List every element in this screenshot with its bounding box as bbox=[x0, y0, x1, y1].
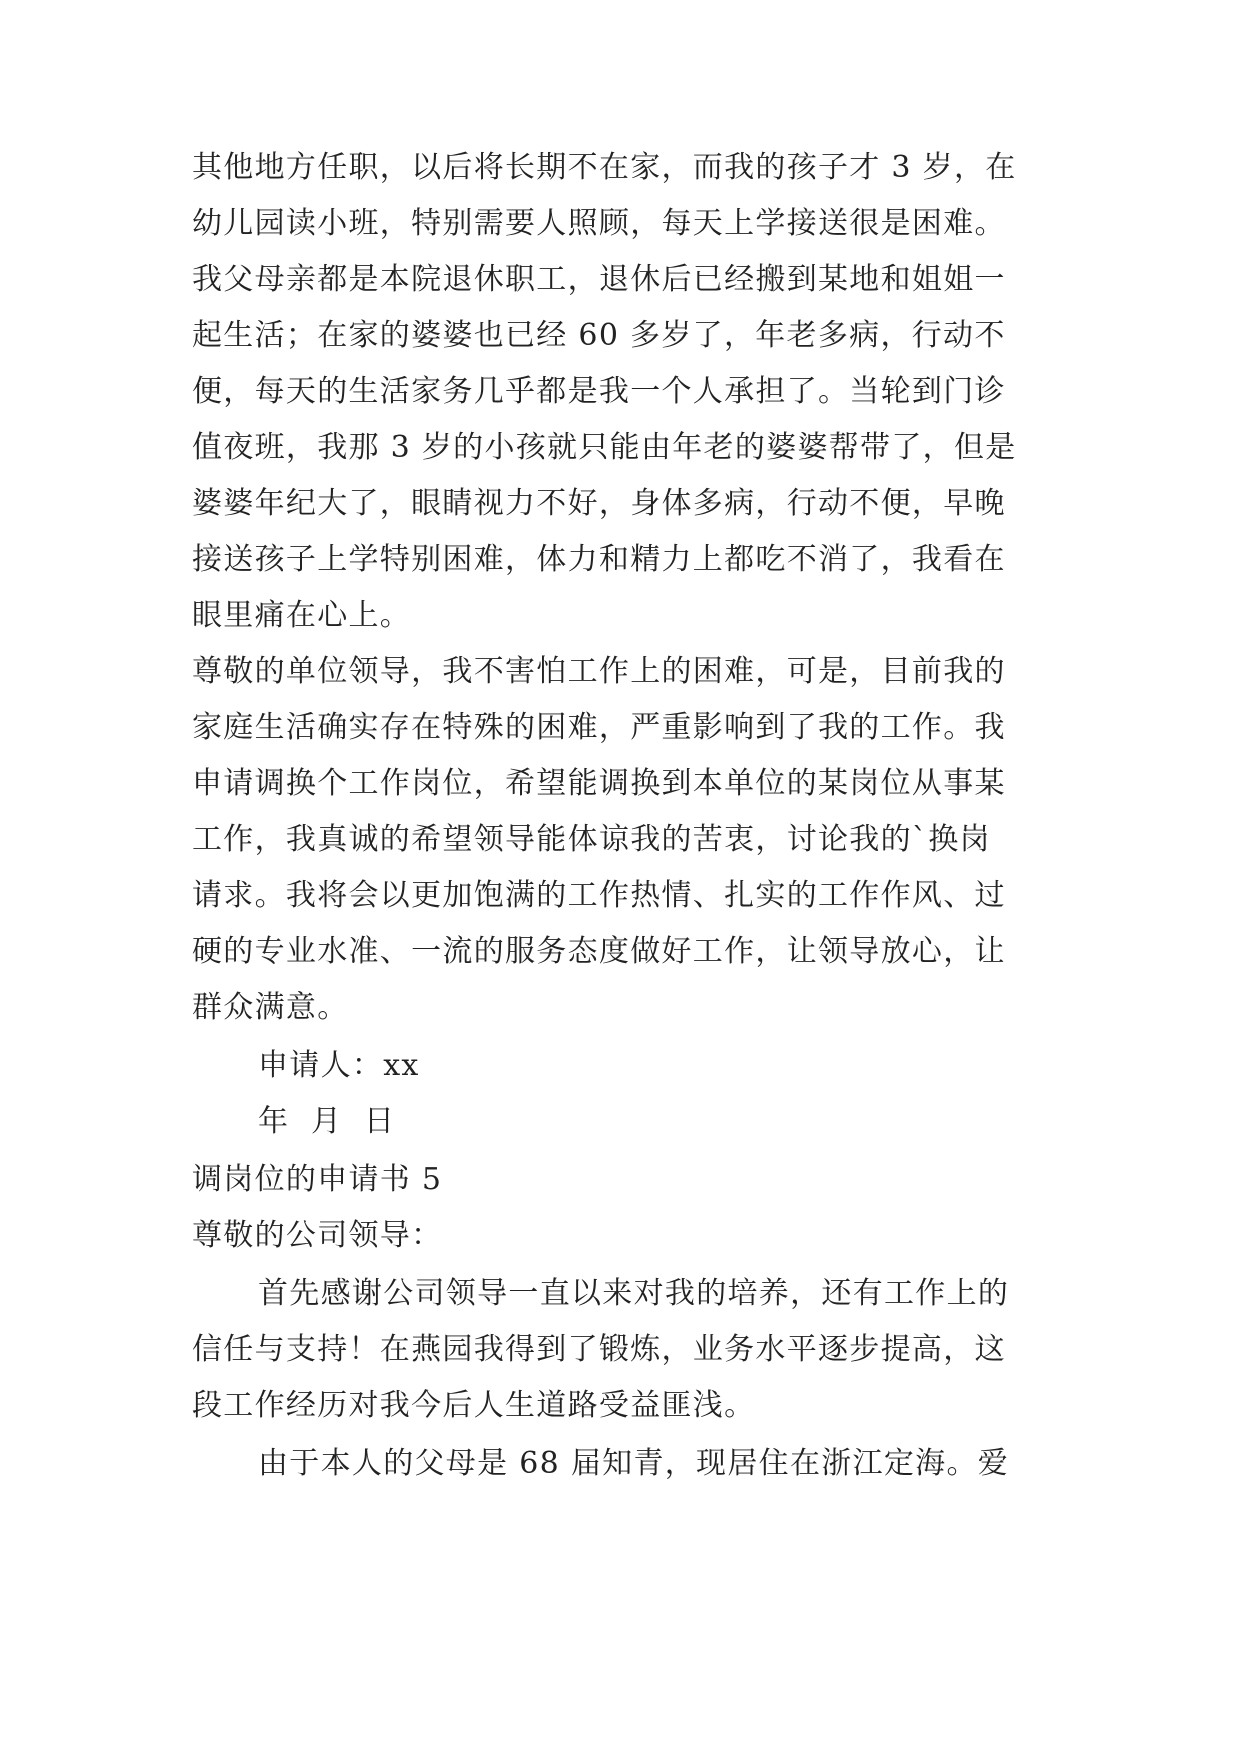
text-line: 其他地方任职，以后将长期不在家，而我的孩子才 3 岁，在 bbox=[192, 150, 1017, 185]
text-line: 申请调换个工作岗位，希望能调换到本单位的某岗位从事某 bbox=[192, 766, 1006, 801]
section-title: 调岗位的申请书 5 bbox=[192, 1162, 443, 1197]
text-line: 我父母亲都是本院退休职工，退休后已经搬到某地和姐姐一 bbox=[192, 262, 1006, 297]
text-line: 幼儿园读小班，特别需要人照顾，每天上学接送很是困难。 bbox=[192, 206, 1006, 241]
text-line: 工作，我真诚的希望领导能体谅我的苦衷，讨论我的`换岗 bbox=[192, 822, 991, 857]
text-line: 请求。我将会以更加饱满的工作热情、扎实的工作作风、过 bbox=[192, 878, 1006, 913]
text-line: 值夜班，我那 3 岁的小孩就只能由年老的婆婆帮带了，但是 bbox=[192, 430, 1017, 465]
applicant-signature: 申请人：xx bbox=[258, 1048, 420, 1083]
text-line: 家庭生活确实存在特殊的困难，严重影响到了我的工作。我 bbox=[192, 710, 1006, 745]
text-line: 眼里痛在心上。 bbox=[192, 598, 412, 633]
text-line: 群众满意。 bbox=[192, 990, 349, 1025]
text-line: 段工作经历对我今后人生道路受益匪浅。 bbox=[192, 1388, 756, 1423]
text-line: 硬的专业水准、一流的服务态度做好工作，让领导放心，让 bbox=[192, 934, 1006, 969]
text-line: 起生活；在家的婆婆也已经 60 多岁了，年老多病，行动不 bbox=[192, 318, 1006, 353]
signature-date: 年 月 日 bbox=[258, 1104, 396, 1139]
text-line: 接送孩子上学特别困难，体力和精力上都吃不消了，我看在 bbox=[192, 542, 1006, 577]
text-line: 首先感谢公司领导一直以来对我的培养，还有工作上的 bbox=[258, 1276, 1010, 1311]
text-line: 婆婆年纪大了，眼睛视力不好，身体多病，行动不便，早晚 bbox=[192, 486, 1006, 521]
salutation: 尊敬的公司领导： bbox=[192, 1218, 443, 1253]
text-line: 尊敬的单位领导，我不害怕工作上的困难，可是，目前我的 bbox=[192, 654, 1006, 689]
text-line: 信任与支持！在燕园我得到了锻炼，业务水平逐步提高，这 bbox=[192, 1332, 1006, 1367]
text-line: 由于本人的父母是 68 届知青，现居住在浙江定海。爱 bbox=[258, 1446, 1010, 1481]
text-line: 便，每天的生活家务几乎都是我一个人承担了。当轮到门诊 bbox=[192, 374, 1006, 409]
